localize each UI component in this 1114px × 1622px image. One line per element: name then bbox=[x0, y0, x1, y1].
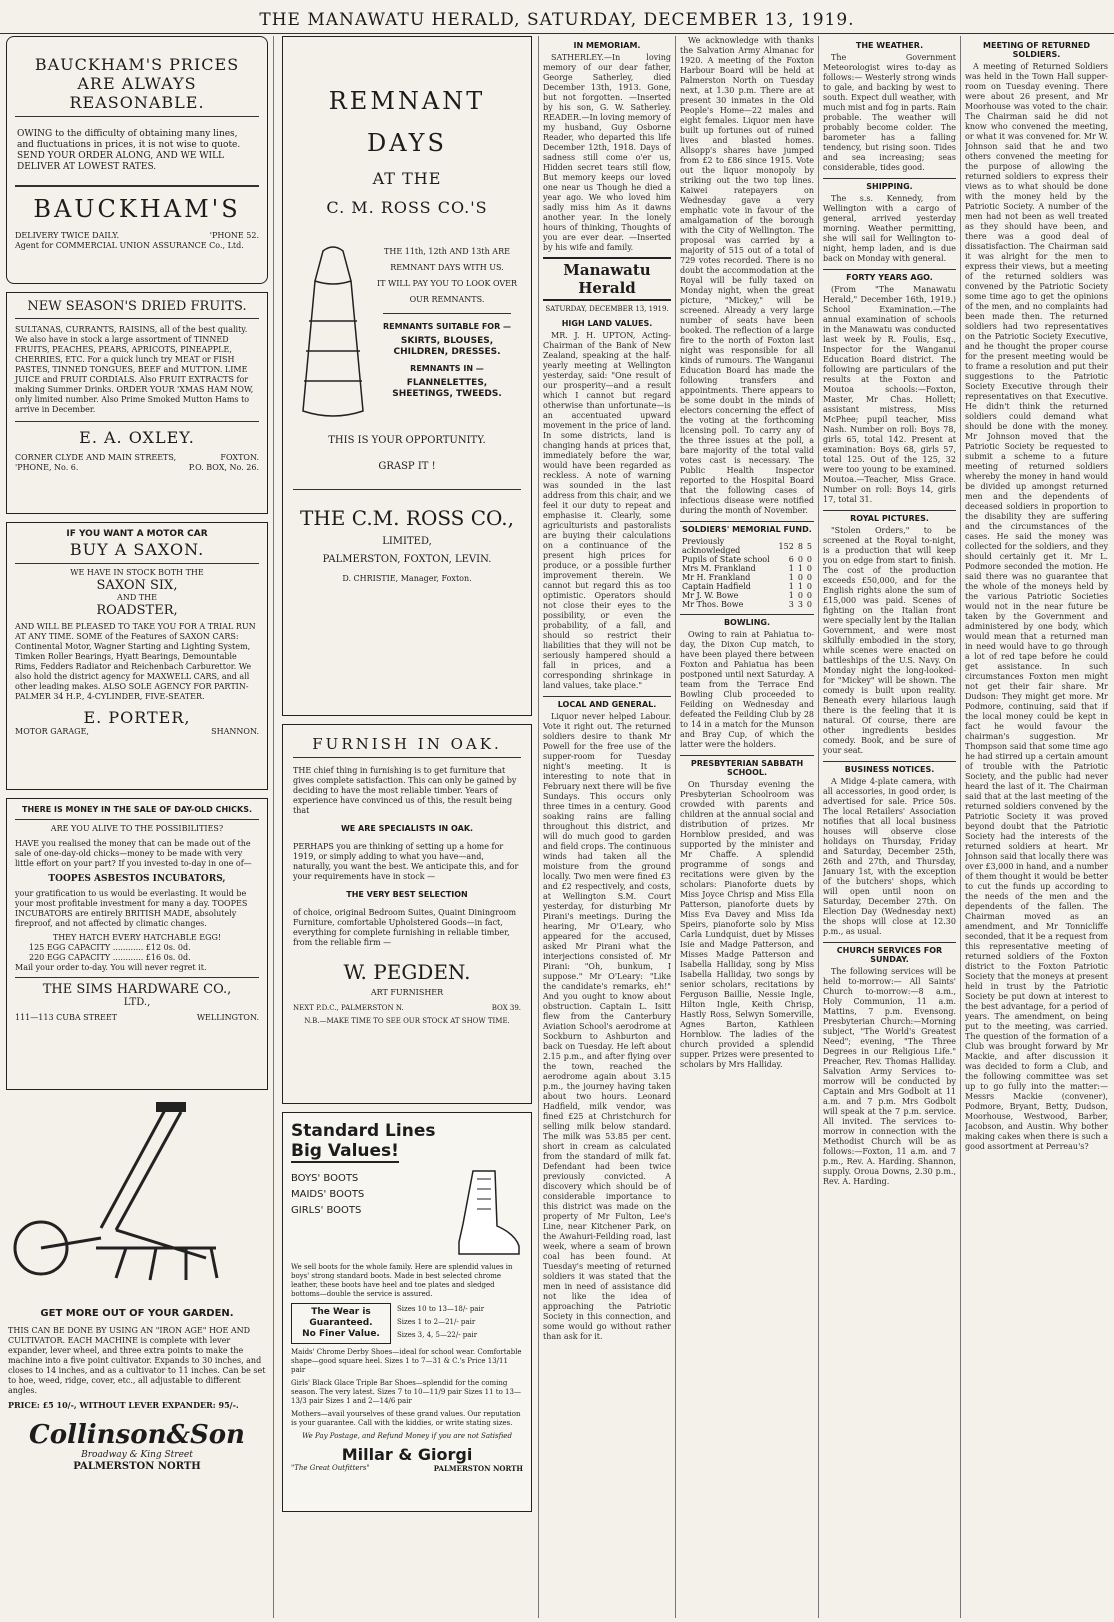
fund-amount: 3 bbox=[788, 600, 794, 609]
fund-amount: 1 bbox=[788, 573, 794, 582]
ad-heading: Standard Lines bbox=[291, 1121, 436, 1141]
fund-donor: Mr H. Frankland bbox=[682, 573, 751, 582]
fund-amount: 1 bbox=[788, 591, 794, 600]
fund-row bbox=[680, 537, 814, 555]
ad-name: E. A. OXLEY. bbox=[79, 428, 195, 447]
fund-row bbox=[680, 573, 814, 582]
ad-subheading: BUY A SAXON. bbox=[69, 540, 205, 559]
mail-note: Mail your order to-day. You will never regret it. bbox=[15, 963, 207, 972]
fund-row bbox=[680, 564, 814, 573]
ad-name: THE SIMS HARDWARE CO., bbox=[42, 982, 232, 997]
fund-amount: 1 bbox=[788, 564, 794, 573]
price-line: PRICE: £5 10/-, WITHOUT LEVER EXPANDER: 95/-. bbox=[8, 1400, 239, 1410]
town: PALMERSTON NORTH bbox=[73, 1461, 201, 1472]
ad-line: GRASP IT ! bbox=[378, 461, 436, 472]
fund-amount: 5 bbox=[806, 541, 812, 551]
ad-name: C. M. ROSS CO.'S bbox=[326, 198, 488, 217]
collinson-ad bbox=[6, 1098, 268, 1584]
product-line: BOYS' BOOTS bbox=[291, 1173, 359, 1184]
article-body: A meeting of Returned Soldiers was held in the Town Hall supper-room on Tuesday evening. There were about 26 present, and Mr Moorhouse was voted to the chair. The Chairman said he did not know who convened the meeting, or what it was convened for. Mr W. Johnson said that he and two others convened the meeting for the purpose of allowing the returned soldiers to express their views as to what should be done with the money held by the Patriotic Society. A number of the men had not been as well treated as they should have been, and there was a good deal of dissatisfaction. The Chairman said it was alright for the men to express their views, but a meeting of the returned soldiers was convened by the Patriotic Society some time ago to get the opinions of the men, and no complaints had been made then. The returned soldiers had two representatives on the Patriotic Society Executive, and he thought the proper course for the present meeting would be to frame a resolution and put their suggestions to the Patriotic Society Executive through their representatives on that Executive. He didn't think the returned soldiers could demand what should be done with the money. Mr Johnson moved that the Patriotic Society be requested to submit a scheme to a future meeting of returned soldiers whereby the money in hand would be divided up amongst returned men and the dependents of deceased soldiers in proportion to the disability they are suffering and the circumstances of the cases. He said the money was collected for the soldiers, and they should certainly get it. Mr L. Podmore seconded the motion. He said there was no guarantee that the whole of the moneys held by the various Patriotic Societies would not in the near future be taken by the Government and administered by one body, which would mean that a returned man in need would have to go through a lot of red tape before he could get assistance. In such circumstances Foxton men might not get their fair share. Mr Dudson: They might get more. Mr Podmore, continuing, said that if the local money could be kept in fact he would favour the chairman's suggestion. Mr Thompson said that some time ago he had stirred up a certain amount of trouble with the Patriotic Society, and the public had never heard the last of it. The Chairman said that at the last meeting of the returned soldiers convened by the Patriotic Society it was proved beyond doubt that the Patriotic Society had the interests of the returned soldiers at heart. Mr Johnson said that locally there was over £3,000 in hand, and a number of them thought it would be better to cut the funds up according to the needs of the men and the dependents of the fallen. The Chairman moved as an amendment, and Mr Tonnicliffe seconded, that it be a request from this representative meeting of returned soldiers of the Foxton district to the Foxton Patriotic Society that the moneys at present held in trust by the Patriotic Society be put down at interest to the best advantage, for a period of years. The amendment, on being put to the meeting, was carried. The question of the formation of a Club was brought forward by Mr Mackie, and after discussion it was decided to form a Club, and the following committee was set up to go fully into the matter:—Messrs Mackie (convener), Podmore, Bryant, Betty, Dudson, Moorhouse, Westwood, Barber, Jacobson, and Austin. Why bother making cakes when there is such a good assortment at Perreau's? bbox=[965, 62, 1108, 1151]
ad-heading: THERE IS MONEY IN THE SALE OF DAY-OLD CHICKS. bbox=[21, 805, 252, 814]
column-4 bbox=[680, 36, 814, 1618]
column-rule bbox=[818, 36, 819, 1618]
article-body: A Midge 4-plate camera, with all accessories, in good order, is advertised for sale. Price 50s. The local Retailers' Association notifies that all local business houses will observe close holidays on Thursday, Friday and Saturday, December 25th, 26th and 27th, and Thursday, January 1st, with the exception of the butchers' shops, which will open until noon on Saturday, December 27th. On Election Day (Wednesday next) the shops will close at 12.30 p.m., as usual. bbox=[823, 777, 956, 936]
ad-body: THIS CAN BE DONE BY USING AN "IRON AGE" HOE AND CULTIVATOR. EACH MACHINE is complete with lever expander, lever wheel, and three extra points to make the machine into a five point cultivator. Expands to 30 inches, and closes to 14 inches, and as a cultivator to 11 inches. Can be set to hoe, weed, ridge, cover, etc., all adjustable to different angles. bbox=[8, 1326, 266, 1395]
fund-row bbox=[680, 555, 814, 564]
town: WELLINGTON. bbox=[196, 1013, 259, 1022]
ad-ltd: LTD., bbox=[123, 997, 151, 1008]
fund-amount: 1 bbox=[788, 582, 794, 591]
fund-amount: 8 bbox=[797, 541, 803, 551]
fund-amount: 0 bbox=[797, 573, 803, 582]
column-2 bbox=[282, 36, 532, 1618]
fund-amount: 6 bbox=[788, 555, 794, 564]
ad-name: E. PORTER, bbox=[83, 708, 191, 727]
ad-body: PERHAPS you are thinking of setting up a home for 1919, or simply adding to what you have—and, naturally, you want the best. We anticipate this, and for your requirements have in stock — bbox=[293, 842, 519, 881]
ad-body: SULTANAS, CURRANTS, RAISINS, all of the best quality. We also have in stock a large assortment of TINNED FRUITS, PEACHES, PEARS, APRICOTS, PINEAPPLE, CHERRIES, ETC. For a quick lunch try MEAT or FISH PASTES, TINNED TONGUES, BEEF and MUTTON. LIME JUICE and FRUIT CORDIALS. Also FRUIT EXTRACTS for making Summer Drinks. ORDER YOUR 'XMAS HAM NOW, only limited number. Also Prime Smoked Mutton Hams to arrive in December. bbox=[15, 325, 254, 414]
article-body: The s.s. Kennedy, from Wellington with a cargo of general, arrived yesterday morning. Weather permitting, she will sail for Wellington to-night, hemp laden, and is due back on Monday with general. bbox=[823, 194, 956, 263]
newspaper-title: Manawatu Herald bbox=[543, 257, 671, 301]
guarantee-line: No Finer Value. bbox=[302, 1329, 380, 1339]
fund-amount: 0 bbox=[806, 582, 812, 591]
article-body: On Thursday evening the Presbyterian Schoolroom was crowded with parents and children at the annual social and distribution of prizes. Mr Hornblow presided, and was supported by the minister and Mr Chaffe. A splendid programme of songs and recitations were given by the scholars: Pianoforte duets by Miss Joyce Chrisp and Miss Ella Patterson, pianoforte duets by Miss Eva Davey and Miss Ida Speirs, pianoforte solo by Miss Carla Lundquist, duet by Misses Isie and Madge Patterson, and Misses Madge Patterson and Isabella Halliday, song by Miss Isabella Halliday, two songs by senior scholars, recitations by Ferguson Baillie, Nessie Ingle, Hilton Ingle, Keith Chrisp, Hastly Ross, Selwyn Somerville, Agnes Barton, Kathleen Hornblow. The ladies of the church provided a splendid supper. Prizes were presented to scholars by Mrs Halliday. bbox=[680, 780, 814, 1069]
fund-amount: 0 bbox=[797, 555, 803, 564]
ad-ltd: LIMITED, bbox=[382, 536, 432, 547]
ad-heading: Big Values! bbox=[291, 1141, 399, 1161]
section-heading: BUSINESS NOTICES. bbox=[823, 761, 956, 774]
section-heading: IN MEMORIAM. bbox=[573, 41, 641, 50]
phone-number: 'PHONE 52. bbox=[209, 231, 259, 240]
ad-subheading: ARE ALWAYS REASONABLE. bbox=[69, 74, 205, 112]
ad-line: THIS IS YOUR OPPORTUNITY. bbox=[328, 435, 486, 446]
fund-amount: 0 bbox=[797, 591, 803, 600]
product-description: Girls' Black Glace Triple Bar Shoes—splendid for the coming season. The very latest. Sizes 7 to 10—11/9 pair Sizes 11 to 13—13/3 pair Sizes 1 and 2—14/6 pair bbox=[291, 1379, 521, 1405]
section-heading: HIGH LAND VALUES. bbox=[561, 319, 653, 328]
agent-note: Agent for COMMERCIAL UNION ASSURANCE Co., Ltd. bbox=[15, 241, 244, 250]
ad-name: W. PEGDEN. bbox=[343, 960, 471, 984]
section-heading: THE WEATHER. bbox=[855, 41, 924, 50]
ad-name: Collinson&Son bbox=[29, 1420, 245, 1450]
ad-subheading: ARE YOU ALIVE TO THE POSSIBILITIES? bbox=[50, 824, 224, 833]
ad-heading: BAUCKHAM'S PRICES bbox=[34, 55, 240, 74]
fund-amount: 3 bbox=[797, 600, 803, 609]
porter-ad bbox=[6, 522, 268, 790]
ad-line: THE 11th, 12th AND 13th ARE bbox=[384, 247, 510, 256]
column-6 bbox=[965, 36, 1108, 1618]
sims-hardware-ad bbox=[6, 798, 268, 1090]
address: Broadway & King Street bbox=[81, 1450, 193, 1460]
ad-subtitle: ART FURNISHER bbox=[370, 988, 444, 997]
ad-heading: IF YOU WANT A MOTOR CAR bbox=[66, 529, 208, 539]
section-heading: FORTY YEARS AGO. bbox=[823, 269, 956, 282]
product-line: GIRLS' BOOTS bbox=[291, 1205, 362, 1216]
ad-subheading: WE ARE SPECIALISTS IN OAK. bbox=[340, 824, 474, 833]
ad-line: REMNANT DAYS WITH US. bbox=[390, 263, 504, 272]
column-3 bbox=[543, 36, 671, 1618]
section-heading: SHIPPING. bbox=[823, 178, 956, 191]
column-rule bbox=[273, 36, 274, 1618]
article-body: We acknowledge with thanks the Salvation Army Almanac for 1920. A meeting of the Foxton Harbour Board will be held at Palmerston North on Tuesday next, at 1.30 p.m. There are at present 30 inmates in the Old People's Home—22 males and eight females. Liquor men have built up fortunes out of ruined lives and blasted homes. Allsopp's shares have jumped from £2 to £86 since 1915. Vote out the liquor monopoly by striking out the two top lines. Kaiwei ratepayers on Wednesday gave a very emphatic vote in favour of the amalgamation of the borough with the City of Wellington. The proposal was carried by a majority of 515 out of a total of 729 votes recorded. There is no doubt the accommodation at the Royal will be fully taxed on Monday night, when the great picture, "Mickey," will be screened. Already a very large number of seats have been booked. The reflection of a large fire to the north of Foxton last night was responsible for all kinds of rumours. The Wanganui Education Board has made the following transfers and appointments. There appears to be some doubt in the minds of electors concerning the effect of the voting at the forthcoming licensing poll. To carry any of the three issues at the poll, a bare majority of the total valid votes cast is necessary. The Public Health Inspector reported to the Hospital Board that the following cases of infectious disease were notified during the month of November. bbox=[680, 36, 814, 515]
delivery-note: DELIVERY TWICE DAILY. bbox=[15, 231, 120, 240]
address: CORNER CLYDE AND MAIN STREETS, bbox=[15, 453, 177, 462]
ad-body: HAVE you realised the money that can be made out of the sale of one-day-old chicks—money to be made with very little effort on your part? If you invested to-day in one of— bbox=[15, 839, 252, 868]
section-heading: PRESBYTERIAN SABBATH SCHOOL. bbox=[680, 755, 814, 777]
oxley-ad bbox=[6, 292, 268, 514]
ad-name: BAUCKHAM'S bbox=[33, 195, 241, 223]
po-box: BOX 39. bbox=[491, 1004, 521, 1012]
section-heading: BOWLING. bbox=[680, 614, 814, 627]
dress-illustration bbox=[293, 241, 373, 421]
masthead: THE MANAWATU HERALD, SATURDAY, DECEMBER 13, 1919. bbox=[0, 0, 1114, 34]
ad-body: your gratification to us would be everlasting. It would be your most profitable investment for many a day. TOOPES INCUBATORS are entirely BRITISH MADE, absolutely fireproof, and not affected by climatic changes. bbox=[15, 889, 248, 928]
address: 111—113 CUBA STREET bbox=[15, 1013, 117, 1022]
article-body: MR. J. H. UPTON, Acting-Chairman of the Bank of New Zealand, speaking at the half-yearly meeting at Wellington yesterday, said: "One result of our prosperity—and a result which I cannot but regard otherwise than unfortunate—is an accentuated upward movement in the price of land. In some districts, land is changing hands at prices that, immediately before the war, would have been regarded as reckless. A note of warning was sounded in the last address from this chair, and we feel it our duty to repeat and emphasise it. Clearly, some agriculturists and pastoralists are buying their calculations on a continuance of the present high prices for produce, or a possible further improvement therein. We cannot but regard this as too optimistic. Operators should not close their eyes to the possibility, or even the probability, of a fall, and should so restrict their liabilities that they will not be seriously hampered should a fall in prices, and a corresponding shrinkage in land values, take place." bbox=[543, 331, 671, 690]
guarantee-line: Guaranteed. bbox=[309, 1318, 373, 1328]
ross-ad bbox=[282, 36, 532, 716]
fund-donor: Pupils of State school bbox=[682, 555, 770, 564]
pegden-ad bbox=[282, 724, 532, 1104]
ad-note: We Pay Postage, and Refund Money if you are not Satisfied bbox=[302, 1432, 512, 1440]
size-price: Sizes 3, 4, 5—22/- pair bbox=[397, 1331, 478, 1339]
ad-body: of choice, original Bedroom Suites, Quaint Diningroom Furniture, comfortable Upholstered Goods—in fact, everything for complete furnishing in reliable timber, from the reliable firm — bbox=[293, 908, 517, 947]
article-body: Liquor never helped Labour. Vote it right out. The returned soldiers desire to thank Mr Powell for the free use of the supper-room for Tuesday night's meeting. It is interesting to note that in February next there will be five Sundays. This occurs only three times in a century. Good soaking rains are falling throughout this district, and will do much good to garden and field crops. The continuous winds had taken all the moisture from the ground locally. Two men were fined £3 and £2 respectively, and costs, at Wellington S.M. Court yesterday, for disturbing Mr Pirani's meetings. During the hearing, Mr O'Leary, who appeared for the accused, asked Mr Pirani what the interjections consisted of. Mr Pirani: "Oh, bunkum, I suppose." Mr O'Leary: "Like the candidate's remarks, eh!" And you ought to know about obstruction. Captain L. Isitt flew from the Canterbury Aviation School's aerodrome at Sockburn to Ashburton and back on Tuesday. He left about 2.15 p.m., and after flying over the town, reached the aerodrome again about 3.15 p.m., the journey having taken about two hours. Leonard Hadfield, milk vendor, was fined £25 at Christchurch for selling milk below standard. The milk was 53.85 per cent. short in cream as calculated from the standard of milk fat. Defendant had been twice previously convicted. A discovery which should be of considerable importance to this district was made on the property of Mr Fulton, Lee's Line, near Kitchener Park, on the Awahuri-Feilding road, last week, where a seam of brown coal has been found. At Tuesday's meeting of returned soldiers it was stated that the men in need of assistance did not like the idea of approaching the Patriotic Society in this connection, and some would go without rather than ask for it. bbox=[543, 712, 671, 1341]
column-rule bbox=[538, 36, 539, 1618]
fund-donor: Mr J. W. Bowe bbox=[682, 591, 739, 600]
address: NEXT P.D.C., PALMERSTON N. bbox=[293, 1004, 404, 1012]
fund-amount: 1 bbox=[797, 564, 803, 573]
section-heading: SOLDIERS' MEMORIAL FUND. bbox=[680, 521, 814, 534]
ad-heading: GET MORE OUT OF YOUR GARDEN. bbox=[40, 1308, 234, 1319]
ad-line: ROADSTER, bbox=[96, 603, 178, 618]
ad-at: AT THE bbox=[372, 169, 442, 188]
town: SHANNON. bbox=[211, 727, 259, 736]
ad-subheading: THE VERY BEST SELECTION bbox=[346, 890, 468, 899]
article-body: "Stolen Orders," to be screened at the Royal to-night, is a production that will keep you on edge from start to finish. The cost of the production exceeds £50,000, and for the English rights alone the sum of £15,000 was paid. Scenes of fighting on the Italian front were specially lent by the Italian Government, and were most skilfully embodied in the story, while scenes were enacted on battleships of the U.S. Navy. On Monday night the long-looked-for "Mickey" will be shown. The comedy is built upon reality. Beneath every hilarious laugh there is the feeling that it is natural. Of course, there are other ingredients besides comedy. Book, and be sure of your seat. bbox=[823, 526, 956, 755]
fund-amount: 1 bbox=[797, 582, 803, 591]
fund-row bbox=[680, 600, 814, 609]
ad-body: AND WILL BE PLEASED TO TAKE YOU FOR A TRIAL RUN AT ANY TIME. SOME of the Features of SAXON CARS: Continental Motor, Wagner Starting and Lighting System, Timken Roller Bearings, Hyatt Bearings, Demountable Rims, Fedders Radiator and Reichenbach Carburettor. We also hold the district agency for MAXWELL CARS, and all other leading makes. ALSO SOLE AGENCY FOR PARTIN-PALMER 34 H.P., 4-CYLINDER, FIVE-SEATER. bbox=[15, 622, 256, 701]
ad-line: OUR REMNANTS. bbox=[409, 295, 485, 304]
fund-donor: Mrs M. Frankland bbox=[682, 564, 756, 573]
article-body: The following services will be held to-morrow:— All Saints' Church to-morrow:—8 a.m., Holy Communion, 11 a.m. Mattins, 7 p.m. Evensong. Presbyterian Church:—Morning subject, "The World's Greatest Need"; evening, "The Three Degrees in our Religious Life." Preacher, Rev. Thomas Halliday. Salvation Army Services to-morrow will be conducted by Captain and Mrs Godbolt at 11 a.m. and 7 p.m. Mrs Godbolt will speak at the 7 p.m. service. All invited. The services to-morrow in connection with the Methodist Church will be as follows:—Foxton, 11 a.m. and 7 p.m., Rev. A. Harding. Shannon, supply. Oroua Downs, 2.30 p.m., Rev. A. Harding. bbox=[823, 967, 956, 1186]
section-heading: ROYAL PICTURES. bbox=[823, 510, 956, 523]
ad-line: IT WILL PAY YOU TO LOOK OVER bbox=[376, 279, 518, 288]
issue-date: SATURDAY, DECEMBER 13, 1919. bbox=[545, 305, 669, 313]
garage: MOTOR GARAGE, bbox=[15, 727, 89, 736]
ad-heading: REMNANT bbox=[328, 87, 486, 115]
bauckham-ad bbox=[6, 36, 268, 284]
product-description: Maids' Chrome Derby Shoes—ideal for school wear. Comfortable shape—good square heel. Sizes 1 to 7—31 & C.'s Price 13/11 pair bbox=[291, 1348, 522, 1374]
size-price: Sizes 10 to 13—18/- pair bbox=[397, 1305, 485, 1313]
town: FOXTON. bbox=[220, 453, 259, 462]
product-name: TOOPES ASBESTOS INCUBATORS, bbox=[48, 874, 226, 884]
price-line: 125 EGG CAPACITY ............ £12 0s. 0d. bbox=[29, 943, 191, 952]
millar-giorgi-ad bbox=[282, 1112, 532, 1512]
fund-donor: Mr Thos. Bowe bbox=[682, 600, 744, 609]
ad-towns: PALMERSTON, FOXTON, LEVIN. bbox=[322, 554, 492, 565]
ad-body: OWING to the difficulty of obtaining many lines, and fluctuations in prices, it is not wise to quote. SEND YOUR ORDER ALONG, AND WE WILL DELIVER AT LOWEST RATES. bbox=[17, 129, 241, 172]
ad-items: SKIRTS, BLOUSES, CHILDREN, DRESSES. bbox=[393, 336, 501, 357]
product-line: MAIDS' BOOTS bbox=[291, 1189, 365, 1200]
town: PALMERSTON NORTH bbox=[433, 1464, 523, 1473]
ad-line: WE HAVE IN STOCK BOTH THE bbox=[70, 568, 204, 577]
ad-heading: FURNISH IN OAK. bbox=[312, 735, 502, 753]
boot-illustration bbox=[453, 1169, 523, 1259]
ad-note: N.B.—MAKE TIME TO SEE OUR STOCK AT SHOW TIME. bbox=[304, 1017, 510, 1025]
price-line: 220 EGG CAPACITY ............ £16 0s. 0d. bbox=[29, 953, 191, 962]
ad-line: SAXON SIX, bbox=[96, 578, 178, 593]
article-body: (From "The Manawatu Herald," December 16th, 1919.) School Examination.—The annual examination of schools in the Manawatu was conducted last week by R. Foulis, Esq., Inspector for the Wanganui Education Board district. The following are particulars of the results at the Foxton and Moutoa schools:—Foxton, Master, Mr Chas. Hollett; assistant mistress, Miss McPhee; pupil teacher, Miss Nash. Number on roll: Boys 78, girls 65, total 142. Present at examination: Boys 68, girls 57, total 125. Out of the 125, 32 were too young to be examined. Moutoa.—Teacher, Miss Grace. Number on roll: Boys 14, girls 17, total 31. bbox=[823, 285, 956, 504]
size-price: Sizes 1 to 2—21/- pair bbox=[397, 1318, 476, 1326]
fund-donor: Previously acknowledged bbox=[682, 537, 741, 555]
phone-number: 'PHONE, No. 6. bbox=[15, 463, 79, 472]
section-heading: MEETING OF RETURNED SOLDIERS. bbox=[983, 41, 1090, 59]
po-box: P.O. BOX, No. 26. bbox=[188, 463, 259, 472]
article-body: Owing to rain at Pahiatua to-day, the Dixon Cup match, to have been played there between Foxton and Pahiatua has been postponed until next Saturday. A team from the Terrace End Bowling Club proceeded to Feilding on Wednesday and defeated the Feilding Club by 28 to 14 in a match for the Munson and Bray Cup, of which the latter were the holders. bbox=[680, 630, 814, 749]
column-5 bbox=[823, 36, 956, 1618]
column-1 bbox=[6, 36, 268, 1618]
ad-note: Mothers—avail yourselves of these grand values. Our reputation is your guarantee. Call with the kiddies, or write stating sizes. bbox=[291, 1410, 521, 1427]
fund-table bbox=[680, 537, 814, 609]
ad-heading: DAYS bbox=[367, 129, 447, 157]
ad-items: FLANNELETTES, SHEETINGS, TWEEDS. bbox=[392, 378, 502, 399]
ad-name: Millar & Giorgi bbox=[341, 1445, 473, 1464]
cultivator-illustration bbox=[6, 1098, 268, 1298]
section-heading: LOCAL AND GENERAL. bbox=[543, 696, 671, 709]
fund-row bbox=[680, 582, 814, 591]
column-rule bbox=[675, 36, 676, 1618]
ad-manager: D. CHRISTIE, Manager, Foxton. bbox=[342, 574, 472, 583]
fund-amount: 0 bbox=[806, 573, 812, 582]
guarantee-line: The Wear is bbox=[311, 1307, 371, 1317]
fund-donor: Captain Hadfield bbox=[682, 582, 751, 591]
ad-tagline: "The Great Outfitters" bbox=[291, 1464, 370, 1472]
ad-line: AND THE bbox=[117, 593, 157, 602]
fund-amount: 152 bbox=[778, 541, 794, 551]
hatch-line: THEY HATCH EVERY HATCHABLE EGG! bbox=[52, 933, 222, 942]
column-rule bbox=[960, 36, 961, 1618]
ad-heading: NEW SEASON'S DRIED FRUITS. bbox=[27, 299, 247, 314]
fund-amount: 0 bbox=[806, 564, 812, 573]
section-heading: CHURCH SERVICES FOR SUNDAY. bbox=[823, 942, 956, 964]
fund-amount: 0 bbox=[806, 591, 812, 600]
ad-body: THE chief thing in furnishing is to get furniture that gives complete satisfaction. This can only be gained by deciding to have the most reliable timber. Years of experience have convinced us of this, the result being that bbox=[293, 766, 517, 815]
ad-company: THE C.M. ROSS CO., bbox=[300, 506, 514, 530]
article-body: The Government Meteorologist wires to-day as follows:— Westerly strong winds to gale, and backing by west to south. Expect dull weather, with much mist and fog in parts. Rain probable. The weather will probably become colder. The barometer has a falling tendency, but rising soon. Tides and sea increasing; seas considerable, tides good. bbox=[823, 53, 956, 172]
article-body: SATHERLEY.—In loving memory of our dear father, George Satherley, died December 13th, 1913. Gone, but not forgotten. —Inserted by his son, G. W. Satherley. READER.—In loving memory of my husband, Guy Osborne Reader, who departed this life December 12th, 1918. Days of sadness still come o'er us, Hidden secret tears still flow, But memory keeps our loved one near us Though he died a year ago. We who loved him sadly miss him As it dawns another year. In the lonely hours of thinking, Thoughts of you are ever dear. —Inserted by his wife and family. bbox=[543, 53, 671, 252]
ad-line: REMNANTS SUITABLE FOR — bbox=[382, 322, 512, 331]
fund-amount: 0 bbox=[806, 600, 812, 609]
fund-row bbox=[680, 591, 814, 600]
fund-amount: 0 bbox=[806, 555, 812, 564]
ad-line: REMNANTS IN — bbox=[410, 364, 484, 373]
ad-body: We sell boots for the whole family. Here are splendid values in boys' strong standard boots. Made in best selected chrome leather, these boots have heel and toe plates and sledged bottoms—double the service is assured. bbox=[291, 1263, 513, 1298]
